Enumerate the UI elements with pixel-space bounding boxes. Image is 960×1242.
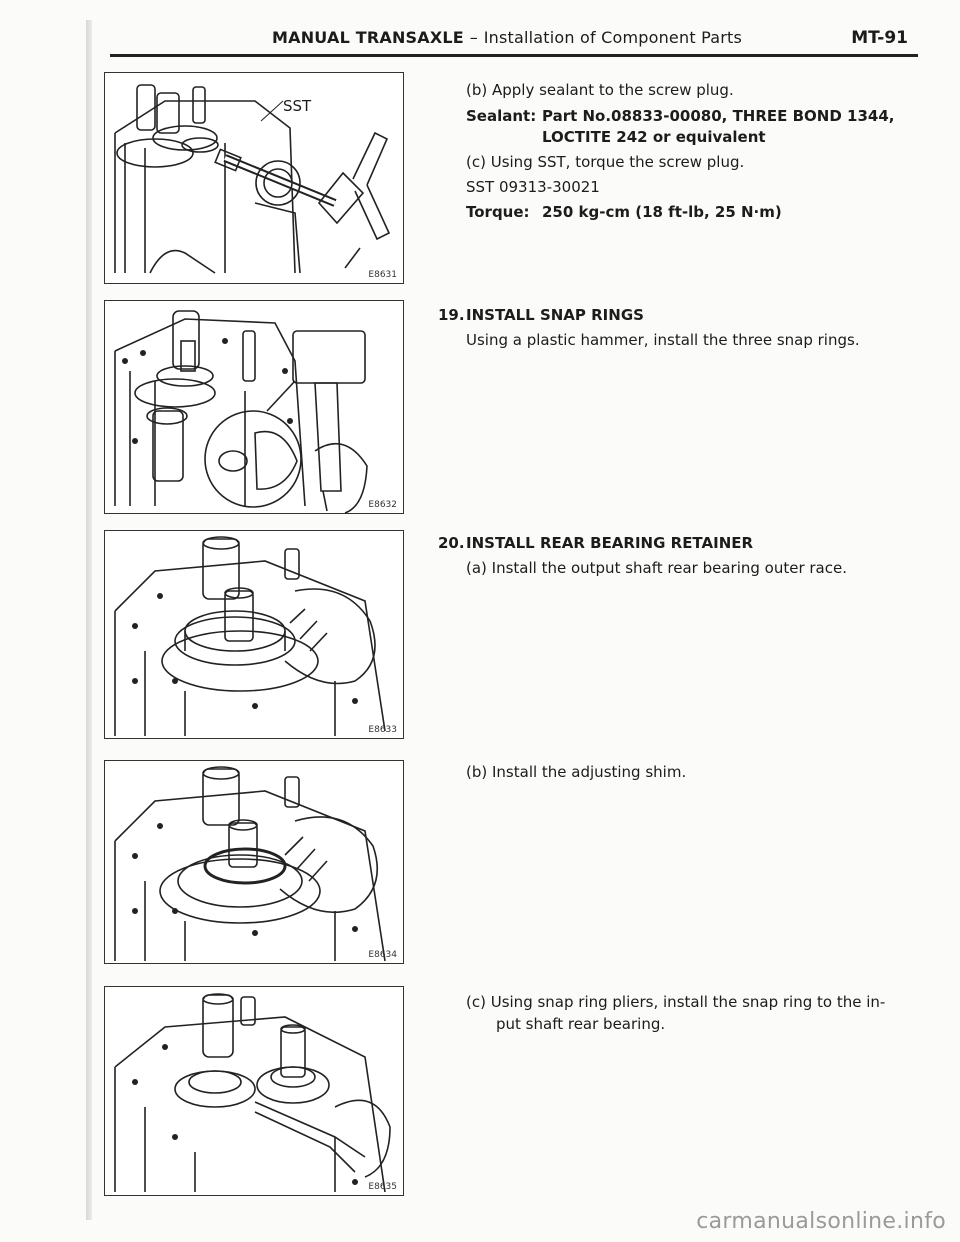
figure-code: E8634 xyxy=(368,950,397,960)
figure-sst-torque xyxy=(104,72,404,284)
sealant-label: Sealant: xyxy=(466,107,537,125)
step-b-sealant: (b) Apply sealant to the screw plug. xyxy=(466,81,734,99)
step-19-body: Using a plastic hammer, install the three snap rings. xyxy=(466,331,860,349)
figure-adjusting-shim xyxy=(104,760,404,964)
header-title-dash: – xyxy=(469,28,478,47)
figure-outer-race-drawing xyxy=(105,531,403,738)
watermark: carmanualsonline.info xyxy=(696,1209,946,1234)
page-code: MT-91 xyxy=(851,28,908,48)
header-title-sub: Installation of Component Parts xyxy=(483,28,742,47)
sealant-value-line2: LOCTITE 242 or equivalent xyxy=(542,128,766,146)
figure-plastic-hammer-drawing xyxy=(105,301,403,513)
step-20-a: (a) Install the output shaft rear bearing outer race. xyxy=(466,559,847,577)
figure-code: E8633 xyxy=(368,725,397,735)
torque-label: Torque: xyxy=(466,203,530,221)
step-20-b: (b) Install the adjusting shim. xyxy=(466,763,687,781)
binding-shadow xyxy=(86,20,92,1220)
sst-callout: SST xyxy=(283,97,312,115)
figure-code: E8635 xyxy=(368,1182,397,1192)
figure-sst-torque-drawing xyxy=(105,73,403,283)
step-19-title: INSTALL SNAP RINGS xyxy=(466,306,644,324)
torque-value: 250 kg-cm (18 ft-lb, 25 N·m) xyxy=(542,203,782,221)
header-title xyxy=(272,28,742,47)
figure-snap-ring-pliers xyxy=(104,986,404,1196)
step-19-number: 19. xyxy=(438,306,465,324)
step-20-c-line2: put shaft rear bearing. xyxy=(496,1015,666,1033)
figure-code: E8632 xyxy=(368,500,397,510)
figure-outer-race xyxy=(104,530,404,739)
header-title-main: MANUAL TRANSAXLE xyxy=(272,28,464,47)
page-header xyxy=(272,28,916,56)
sst-number: SST 09313-30021 xyxy=(466,178,600,196)
step-20-title: INSTALL REAR BEARING RETAINER xyxy=(466,534,754,552)
figure-code: E8631 xyxy=(368,270,397,280)
step-20-c-line1: (c) Using snap ring pliers, install the snap ring to the in- xyxy=(466,993,886,1011)
figure-snap-ring-pliers-drawing xyxy=(105,987,403,1195)
figure-adjusting-shim-drawing xyxy=(105,761,403,963)
sealant-value-line1: Part No.08833-00080, THREE BOND 1344, xyxy=(542,107,895,125)
figure-plastic-hammer xyxy=(104,300,404,514)
step-20-number: 20. xyxy=(438,534,465,552)
header-rule xyxy=(110,54,918,57)
step-c-torque: (c) Using SST, torque the screw plug. xyxy=(466,153,745,171)
